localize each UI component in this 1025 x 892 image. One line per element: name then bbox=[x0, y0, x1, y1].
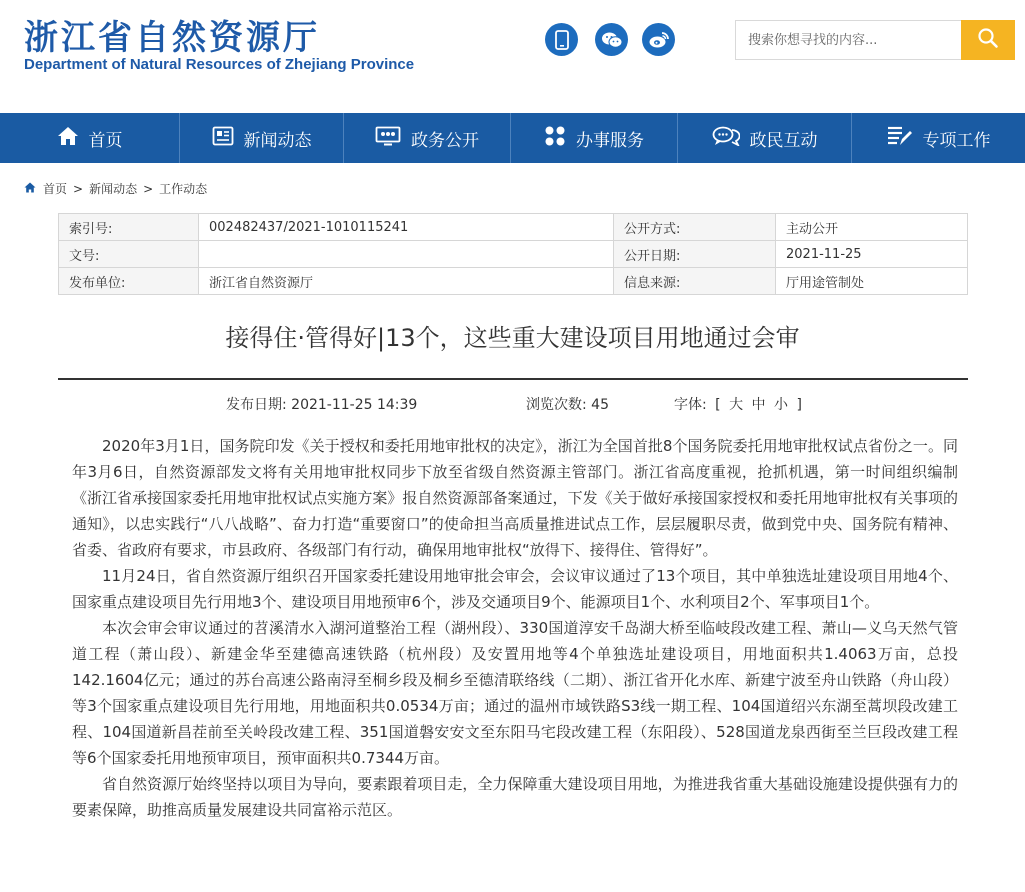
view-count: 浏览次数: 45 bbox=[526, 397, 609, 413]
font-small-button[interactable]: 小 bbox=[774, 397, 788, 413]
search-input[interactable] bbox=[736, 21, 960, 59]
nav-item-label: 专项工作 bbox=[922, 130, 991, 151]
article-paragraph: 2020年3月1日，国务院印发《关于授权和委托用地审批权的决定》，浙江为全国首批8个国务院委托用地审批权试点省份之一。同年3月6日，自然资源部发文将有关用地审批权同步下放至省级自然资源主管部门。浙江省高度重视，抢抓机遇，第一时间组织编制《浙江省承接国家委托用地审批权试点实施方案》报自然资源部备案通过，下发《关于做好承接国家授权和委托用地审批权有关事项的通知》，以忠实践行“八八战略”、奋力打造“重要窗口”的使命担当高质量推进试点工作，层层履职尽责，做到党中央、国务院有精神、省委、省政府有要求，市县政府、各级部门有行动，确保用地审批权“放得下、接得住、管得好”。 bbox=[72, 437, 958, 559]
font-bracket-open: [ bbox=[715, 397, 721, 413]
breadcrumb-work-news[interactable]: 工作动态 bbox=[159, 182, 208, 196]
font-size-label: 字体: bbox=[674, 397, 707, 413]
font-size-control bbox=[672, 394, 804, 414]
interaction-icon bbox=[712, 126, 750, 151]
table-row bbox=[59, 268, 968, 295]
news-icon bbox=[212, 126, 244, 151]
breadcrumb-news[interactable]: 新闻动态 bbox=[89, 182, 138, 196]
table-row bbox=[59, 241, 968, 268]
site-logo-title[interactable]: 浙江省自然资源厅 bbox=[24, 18, 320, 58]
font-bracket-close: ] bbox=[796, 397, 802, 413]
nav-item-government[interactable] bbox=[344, 113, 511, 163]
font-large-button[interactable]: 大 bbox=[729, 397, 744, 413]
nav-item-home[interactable] bbox=[0, 113, 180, 163]
special-work-icon bbox=[887, 125, 923, 152]
index-value: 002482437/2021-1010115241 bbox=[199, 214, 614, 241]
nav-item-label: 政民互动 bbox=[749, 130, 818, 151]
nav-item-label: 新闻动态 bbox=[243, 130, 312, 151]
breadcrumb-home[interactable]: 首页 bbox=[43, 182, 68, 196]
nav-item-label: 政务公开 bbox=[411, 130, 479, 151]
article-paragraph: 11月24日，省自然资源厅组织召开国家委托建设用地审批会审会，会议审议通过了13个项目，其中单独选址建设项目用地4个、国家重点建设项目先行用地3个、建设项目用地预审6个，涉及交通项目9个、能源项目1个、水利项目2个、军事项目1个。 bbox=[72, 567, 958, 611]
search-icon bbox=[977, 27, 999, 53]
font-medium-button[interactable]: 中 bbox=[751, 397, 766, 413]
doc-no-value bbox=[199, 241, 614, 268]
nav-item-news[interactable] bbox=[180, 113, 344, 163]
article-body bbox=[72, 433, 958, 823]
breadcrumb-separator: > bbox=[143, 181, 154, 196]
open-date-label: 公开日期: bbox=[614, 241, 776, 268]
search-box bbox=[735, 20, 1015, 60]
article-paragraph: 本次会审会审议通过的苕溪清水入湖河道整治工程（湖州段）、330国道淳安千岛湖大桥至临岐段改建工程、萧山—义乌天然气管道工程（萧山段）、新建金华至建德高速铁路（杭州段）及安置用地等4个单独选址建设项目，用地面积共1.4063万亩，总投142.1604亿元；通过的苏台高速公路南浔至桐乡段及桐乡至德清联络线（二期）、浙江省开化水库、新建宁波至舟山铁路（舟山段）等3个国家重点建设项目先行用地，用地面积共0.0534万亩；通过的温州市域铁路S3线一期工程、104国道绍兴东湖至蒿坝段改建工程、104国道新昌茬前至关岭段改建工程、351国道磐安安文至东阳马宅段改建工程（东阳段）、528国道龙泉西街至兰巨段改建工程等6个国家委托用地预审项目，预审面积共0.7344万亩。 bbox=[72, 619, 958, 767]
home-icon bbox=[57, 126, 89, 151]
nav-item-label: 办事服务 bbox=[576, 130, 644, 151]
doc-no-label: 文号: bbox=[59, 241, 199, 268]
article-paragraph: 省自然资源厅始终坚持以项目为导向，要素跟着项目走，全力保障重大建设项目用地，为推进我省重大基础设施建设提供强有力的要素保障，助推高质量发展建设共同富裕示范区。 bbox=[72, 775, 958, 819]
government-icon bbox=[375, 126, 411, 151]
nav-item-label: 首页 bbox=[88, 130, 123, 151]
nav-item-special-work[interactable] bbox=[852, 113, 1025, 163]
table-row bbox=[59, 214, 968, 241]
weibo-icon[interactable] bbox=[642, 23, 675, 56]
search-button[interactable] bbox=[961, 20, 1015, 60]
breadcrumb bbox=[24, 180, 210, 197]
site-header bbox=[0, 0, 1025, 113]
article-title: 接得住·管得好|13个，这些重大建设项目用地通过会审 bbox=[225, 324, 800, 352]
home-icon[interactable] bbox=[24, 182, 36, 196]
service-icon bbox=[544, 125, 576, 152]
breadcrumb-separator: > bbox=[73, 181, 84, 196]
publisher-label: 发布单位: bbox=[59, 268, 199, 295]
mobile-icon[interactable] bbox=[545, 23, 578, 56]
nav-item-interaction[interactable] bbox=[678, 113, 852, 163]
publisher-value: 浙江省自然资源厅 bbox=[199, 268, 614, 295]
main-nav bbox=[0, 113, 1025, 163]
site-logo-subtitle[interactable]: Department of Natural Resources of Zhejiang Province bbox=[24, 56, 415, 73]
publish-date: 发布日期: 2021-11-25 14:39 bbox=[226, 397, 418, 413]
wechat-icon[interactable] bbox=[595, 23, 628, 56]
nav-item-service[interactable] bbox=[511, 113, 678, 163]
source-label: 信息来源: bbox=[614, 268, 776, 295]
open-date-value: 2021-11-25 bbox=[776, 241, 968, 268]
open-method-value: 主动公开 bbox=[776, 214, 968, 241]
index-label: 索引号: bbox=[59, 214, 199, 241]
document-meta-table bbox=[58, 213, 968, 295]
source-value: 厅用途管制处 bbox=[776, 268, 968, 295]
open-method-label: 公开方式: bbox=[614, 214, 776, 241]
title-divider bbox=[58, 378, 968, 380]
